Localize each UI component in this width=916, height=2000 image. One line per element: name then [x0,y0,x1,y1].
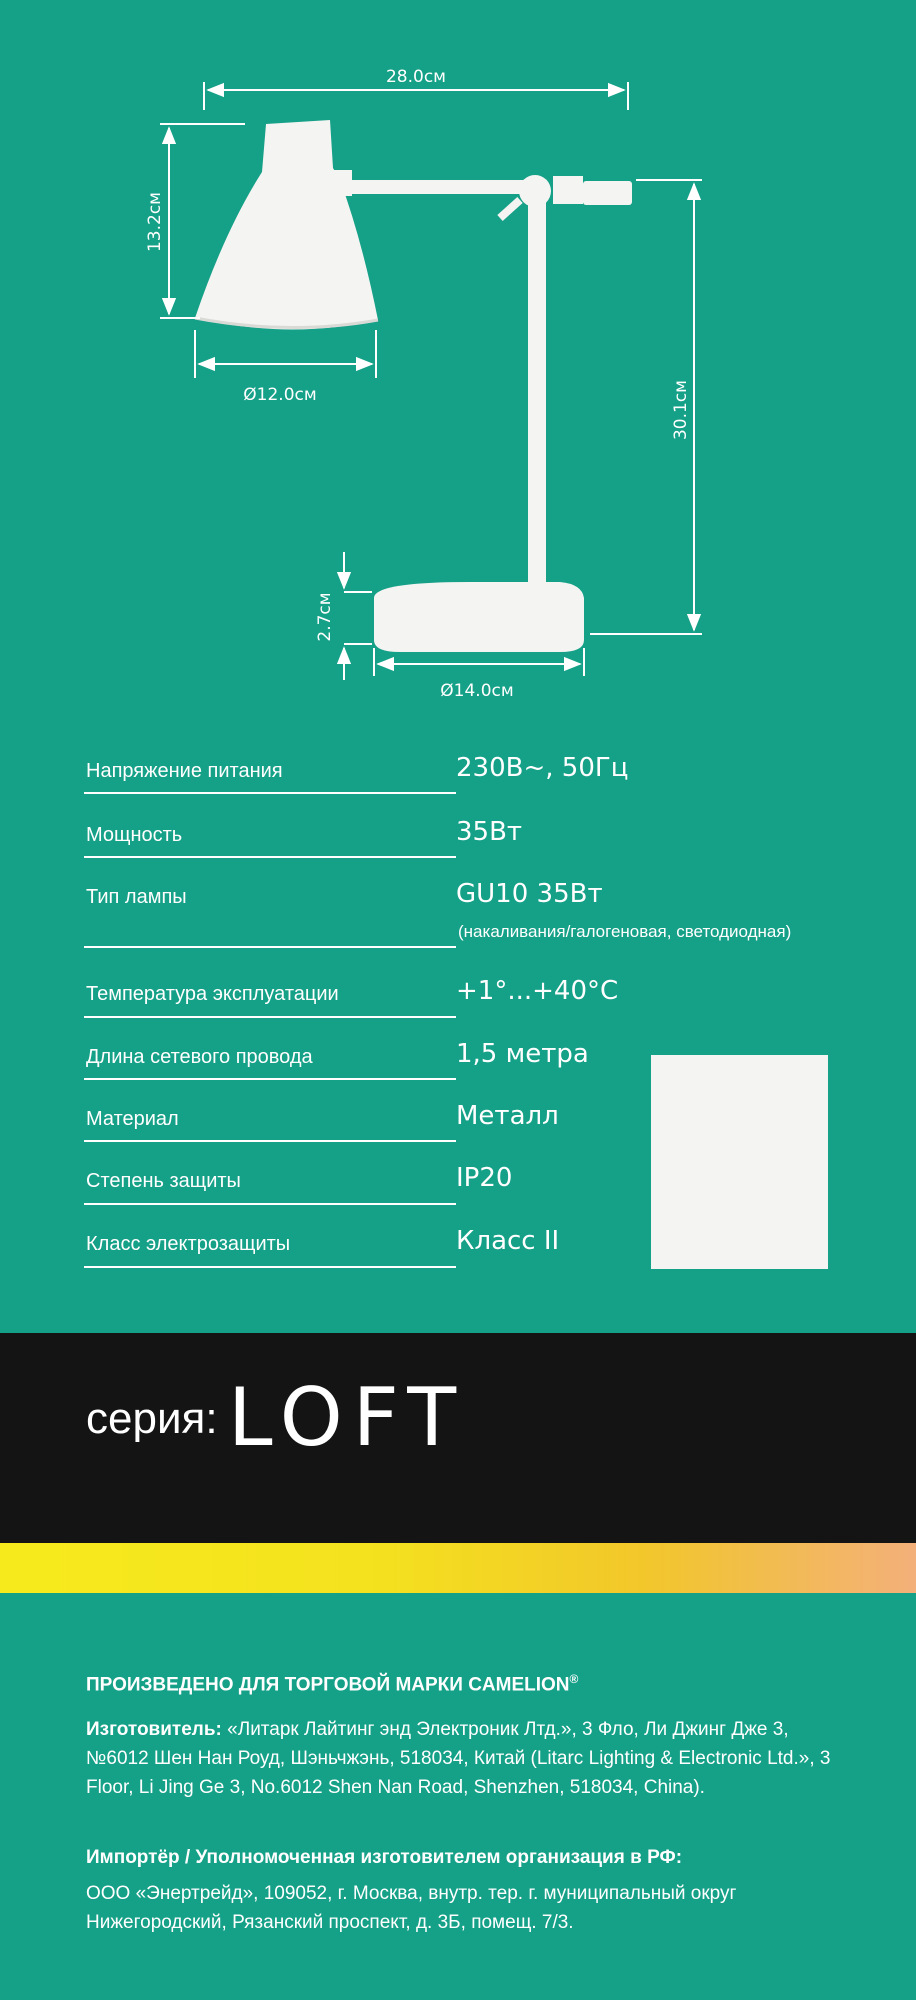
spec-label: Напряжение питания [86,760,283,782]
spec-value: 1,5 метра [456,1039,589,1069]
spec-divider [84,1140,456,1142]
importer-text: ООО «Энертрейд», 109052, г. Москва, внутр. тер. г. муниципальный округ Нижегородский, Рязанский проспект, д. 3Б, помещ. 7/3. [86,1883,737,1933]
spec-value: Металл [456,1101,559,1131]
registered-mark: ® [569,1672,579,1686]
lamp-pole [528,200,546,592]
spec-value: GU10 35Вт [456,879,603,909]
spec-label: Мощность [86,824,183,846]
spec-divider [84,1203,456,1205]
importer-label: Импортёр / Уполномоченная изготовителем организация в РФ: [86,1847,683,1868]
spec-label: Степень защиты [86,1170,241,1192]
spec-divider [84,856,456,858]
lamp-counterweight [553,176,583,204]
spec-divider [84,1016,456,1018]
spec-divider [84,1078,456,1080]
spec-label: Длина сетевого провода [86,1046,313,1068]
shade-diameter-label: Ø12.0см [243,385,317,405]
total-height-label: 30.1см [671,379,691,441]
manufacturer-info [86,1715,856,1802]
spec-divider [84,946,456,948]
spec-label: Температура эксплуатации [86,983,339,1005]
spec-label: Материал [86,1108,179,1130]
lamp-dimension-diagram [0,0,916,740]
lamp-shade [195,120,378,330]
spec-label: Класс электрозащиты [86,1233,291,1255]
lamp-base [374,582,584,652]
produced-for-heading [86,1672,578,1696]
spec-value: 35Вт [456,817,523,847]
base-diameter-label: Ø14.0см [440,681,514,701]
spec-value: 230В~, 50Гц [456,753,629,783]
width-label: 28.0см [385,67,447,87]
spec-divider [84,792,456,794]
color-gradient-strip [0,1543,916,1593]
spec-value: IP20 [456,1163,513,1193]
spec-note: (накаливания/галогеновая, светодиодная) [458,922,792,941]
spec-label: Тип лампы [86,886,187,908]
blank-label-area [651,1055,828,1269]
base-height-label: 2.7см [315,592,335,642]
manufacturer-label: Изготовитель: [86,1719,222,1740]
spec-divider [84,1266,456,1268]
spec-value: Класс II [456,1226,560,1256]
produced-for-text: ПРОИЗВЕДЕНО ДЛЯ ТОРГОВОЙ МАРКИ CAMELION [86,1674,570,1696]
spec-value: +1°...+40°С [456,976,619,1006]
manufacturer-text: «Литарк Лайтинг энд Электроник Лтд.», 3 Фло, Ли Джинг Дже 3, №6012 Шен Нан Роуд, Шэньчжэнь, 518034, Китай (Litarc Lighting & Electronic Ltd.», 3 Floor, Li Jing Ge 3, No.6012 Shen Nan Road, Shenzhen, 518034, China). [86,1719,831,1798]
lamp-arm [345,180,535,194]
series-prefix: серия: [86,1394,218,1443]
shade-height-label: 13.2см [145,191,165,253]
series-name: LOFT [228,1371,467,1464]
